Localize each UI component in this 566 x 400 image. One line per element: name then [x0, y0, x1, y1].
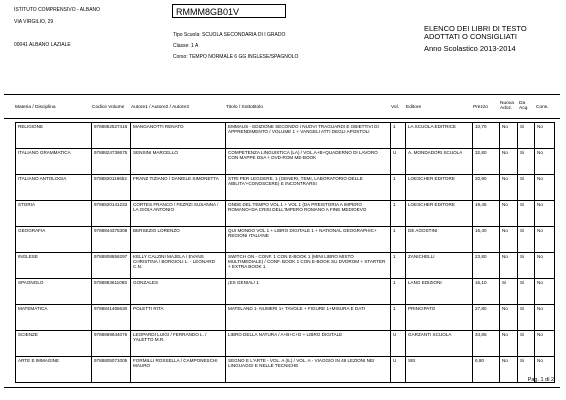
cell-materia: MATEMATICA — [16, 305, 92, 331]
tipo-scuola: Tipo Scuola: SCUOLA SECONDARIA DI I GRADO — [173, 32, 286, 38]
cell-vol: U — [391, 357, 406, 383]
cell-cons: No — [535, 123, 555, 149]
cell-vol: 1 — [391, 305, 406, 331]
cell-prezzo: 23,80 — [473, 253, 500, 279]
table-row — [16, 123, 555, 149]
cell-materia: ITALIANO GRAMMATICA — [16, 149, 92, 175]
title-line1: ELENCO DEI LIBRI DI TESTO — [424, 24, 527, 33]
cell-materia: INGLESE — [16, 253, 92, 279]
table-row — [16, 175, 555, 201]
cell-editore: SEI — [406, 357, 473, 383]
cell-cons: No — [535, 149, 555, 175]
col-vol: Vol. — [391, 105, 400, 110]
cell-titolo: ONDE DEL TEMPO VOL 1 + VOL 1 (DA PREISTORIA A IMPERO ROMANO+DA CRISI DELL'IMPERO ROMANO A FINE MEDIOEVO — [226, 201, 391, 227]
col-codice: Codice Volume — [92, 105, 125, 110]
cell-codice: 9788824738675 — [92, 149, 131, 175]
cell-nuova: No — [500, 175, 518, 201]
cell-da-acq: Si — [518, 357, 535, 383]
cell-nuova: No — [500, 201, 518, 227]
cell-cons: No — [535, 201, 555, 227]
table-row — [16, 201, 555, 227]
cell-vol: 1 — [391, 123, 406, 149]
title-line2: ADOTTATI O CONSIGLIATI — [424, 32, 517, 41]
school-year: Anno Scolastico 2013-2014 — [424, 44, 516, 53]
cell-codice: 9788852527416 — [92, 123, 131, 149]
cell-da-acq: Si — [518, 201, 535, 227]
cell-titolo: QUI MONDO VOL 1 + LIBRO DIGITALE 1 + NATIONAL GEOGRAPHIC+ REGIONI ITALIANE — [226, 227, 391, 253]
cell-vol: U — [391, 331, 406, 357]
header-divider — [4, 118, 560, 119]
cell-autori: KELLY CALZINI MAJELA / EVANS CHRISTINA / BORGIOLI L. - LEONARD C.N. — [131, 253, 226, 279]
cell-da-acq: Si — [518, 279, 535, 305]
table-row — [16, 357, 555, 383]
cell-vol: 1 — [391, 201, 406, 227]
cell-da-acq: Si — [518, 227, 535, 253]
cell-prezzo: 32,80 — [473, 149, 500, 175]
cell-cons: No — [535, 279, 555, 305]
cell-da-acq: Si — [518, 123, 535, 149]
cell-nuova: No — [500, 227, 518, 253]
cell-codice: 9788869644076 — [92, 331, 131, 357]
cell-materia: SCIENZE — [16, 331, 92, 357]
cell-codice: 9788844375308 — [92, 227, 131, 253]
cell-cons: No — [535, 175, 555, 201]
cell-autori: SENSINI MARCELLO — [131, 149, 226, 175]
cell-vol: U — [391, 149, 406, 175]
school-code: RMMM8GB01V — [172, 4, 286, 18]
cell-cons: No — [535, 357, 555, 383]
page-number: Pag. 1 di 2 — [527, 377, 554, 383]
cell-cons: No — [535, 305, 555, 331]
cell-autori: MANGANOTTI RENATO — [131, 123, 226, 149]
cell-nuova: No — [500, 253, 518, 279]
school-name: ISTITUTO COMPRENSIVO - ALBANO — [14, 7, 101, 13]
cell-autori: GONZALES — [131, 279, 226, 305]
cell-da-acq: Si — [518, 305, 535, 331]
cell-titolo: MATELAND 1- NUMERI 1+ TAVOLE + FIGURE 1+MISURA E DATI — [226, 305, 391, 331]
cell-prezzo: 16,10 — [473, 279, 500, 305]
cell-codice: 9788820141233 — [92, 201, 131, 227]
cell-nuova: Si — [500, 279, 518, 305]
cell-editore: DE AGOSTINI — [406, 227, 473, 253]
cell-vol: 1 — [391, 253, 406, 279]
school-city: 00041 ALBANO LAZIALE — [14, 42, 71, 48]
cell-titolo: SEGNO E L'ARTE - VOL. A (IL) / VOL. A - VIAGGIO IN 48 LEZIONI NEI LINGUAGGI E NELLE TECNICHE — [226, 357, 391, 383]
col-prezzo: Prezzo — [473, 105, 488, 110]
cell-vol: 1 — [391, 279, 406, 305]
table-row — [16, 305, 555, 331]
cell-codice: 9788808856297 — [92, 253, 131, 279]
cell-nuova: No — [500, 357, 518, 383]
cell-editore: LANG EDIZIONI — [406, 279, 473, 305]
cell-titolo: ¡ES GENIAL! 1 — [226, 279, 391, 305]
cell-materia: RELIGIONE — [16, 123, 92, 149]
cell-autori: CORTES FRANCO / FEZRZI SUSANNA / LA GIOIA ANTONIO — [131, 201, 226, 227]
cell-autori: POLETTI RITA — [131, 305, 226, 331]
cell-cons: No — [535, 227, 555, 253]
cell-editore: LA SCUOLA EDITRICE — [406, 123, 473, 149]
cell-codice: 9788805071005 — [92, 357, 131, 383]
table-row — [16, 331, 555, 357]
cell-editore: LOESCHER EDITORE — [406, 201, 473, 227]
classe: Classe: 1 A — [173, 43, 199, 49]
col-autori: Autore1 / Autore2 / Autore3 — [131, 105, 189, 110]
cell-editore: PRINCIPATO — [406, 305, 473, 331]
cell-materia: ITALIANO ANTOLOGIA — [16, 175, 92, 201]
col-editore: Editore — [406, 105, 422, 110]
cell-vol: 1 — [391, 227, 406, 253]
cell-titolo: SWITCH ON - CONF. 1 CON E-BOOK 1 (MINI LIBRO MISTO MULTIMEDIALE) / CONF. BOOK 1 CON E-BOOK SU DVDROM + STARTER + EXTRA BOOK 1 — [226, 253, 391, 279]
cell-materia: ARTE E IMMAGINE — [16, 357, 92, 383]
cell-codice: 9788883611065 — [92, 279, 131, 305]
cell-codice: 9788841465630 — [92, 305, 131, 331]
cell-prezzo: 6,80 — [473, 357, 500, 383]
cell-prezzo: 20,90 — [473, 175, 500, 201]
cell-da-acq: Si — [518, 253, 535, 279]
cell-codice: 9788820119652 — [92, 175, 131, 201]
col-da-acq: Da Acq. — [519, 101, 529, 112]
table-row — [16, 253, 555, 279]
cell-nuova: No — [500, 331, 518, 357]
cell-materia: STORIA — [16, 201, 92, 227]
cell-autori: BERSEZIO LORENZO — [131, 227, 226, 253]
cell-prezzo: 34,85 — [473, 331, 500, 357]
cell-titolo: LIBRO DELLA NATURA / A+B+C+D + LIBRO DIGITALE — [226, 331, 391, 357]
corso: Corso: TEMPO NORMALE 6 GG INGLESE/SPAGNOLO — [173, 54, 299, 60]
cell-da-acq: Si — [518, 175, 535, 201]
cell-da-acq: Si — [518, 149, 535, 175]
table-row — [16, 227, 555, 253]
cell-autori: FORMILLI ROSSELLA / CAMPONESCHI MAURO — [131, 357, 226, 383]
bottom-divider — [4, 387, 560, 388]
cell-nuova: No — [500, 123, 518, 149]
cell-cons: No — [535, 331, 555, 357]
cell-editore: A. MONDADORI SCUOLA — [406, 149, 473, 175]
books-table — [15, 122, 555, 383]
cell-materia: GEOGRAFIA — [16, 227, 92, 253]
cell-titolo: STRI PER LEGGERE, 1 (GENERI, TEMI, LABORATORIO DELLE ABILITA'+CONOSCERE) E INCONTRARSI — [226, 175, 391, 201]
school-address: VIA VIRGILIO, 29 — [14, 19, 54, 25]
cell-da-acq: Si — [518, 331, 535, 357]
top-divider — [4, 94, 560, 95]
cell-editore: ZANICHELLI — [406, 253, 473, 279]
table-row — [16, 279, 555, 305]
col-cons: Cons. — [536, 105, 549, 110]
cell-prezzo: 19,45 — [473, 201, 500, 227]
cell-editore: LOESCHER EDITORE — [406, 175, 473, 201]
cell-autori: FRANZ TIZIANO / DANIELE SIMONETTA — [131, 175, 226, 201]
cell-titolo: EMMAUS - EDIZIONE SECONDO I NUOVI TRAGUARDI E OBIETTIVI DI APPRENDIMENTO / VOLUME 1 + VANGELI ATTI DEGLI APOSTOLI — [226, 123, 391, 149]
cell-nuova: No — [500, 149, 518, 175]
cell-nuova: No — [500, 305, 518, 331]
cell-autori: LEOPARDI LUIGI / FERRANDO L. / YALETTO M.R. — [131, 331, 226, 357]
cell-editore: GARZANTI SCUOLA — [406, 331, 473, 357]
col-titolo: Titolo / Sottotitolo — [226, 105, 263, 110]
cell-prezzo: 16,40 — [473, 227, 500, 253]
cell-vol: 1 — [391, 175, 406, 201]
cell-cons: No — [535, 253, 555, 279]
cell-prezzo: 10,70 — [473, 123, 500, 149]
col-nuova: Nuova Adoz. — [500, 101, 514, 112]
table-row — [16, 149, 555, 175]
cell-prezzo: 27,80 — [473, 305, 500, 331]
col-materia: Materia / Disciplina — [15, 105, 56, 110]
cell-titolo: COMPETENZA LINGUISTICA (LA) / VOL.A+B+QUADERNO DI LAVORO CON MAPPE DSA + DVD-ROM ME-BOOK — [226, 149, 391, 175]
cell-materia: SPAGNOLO — [16, 279, 92, 305]
